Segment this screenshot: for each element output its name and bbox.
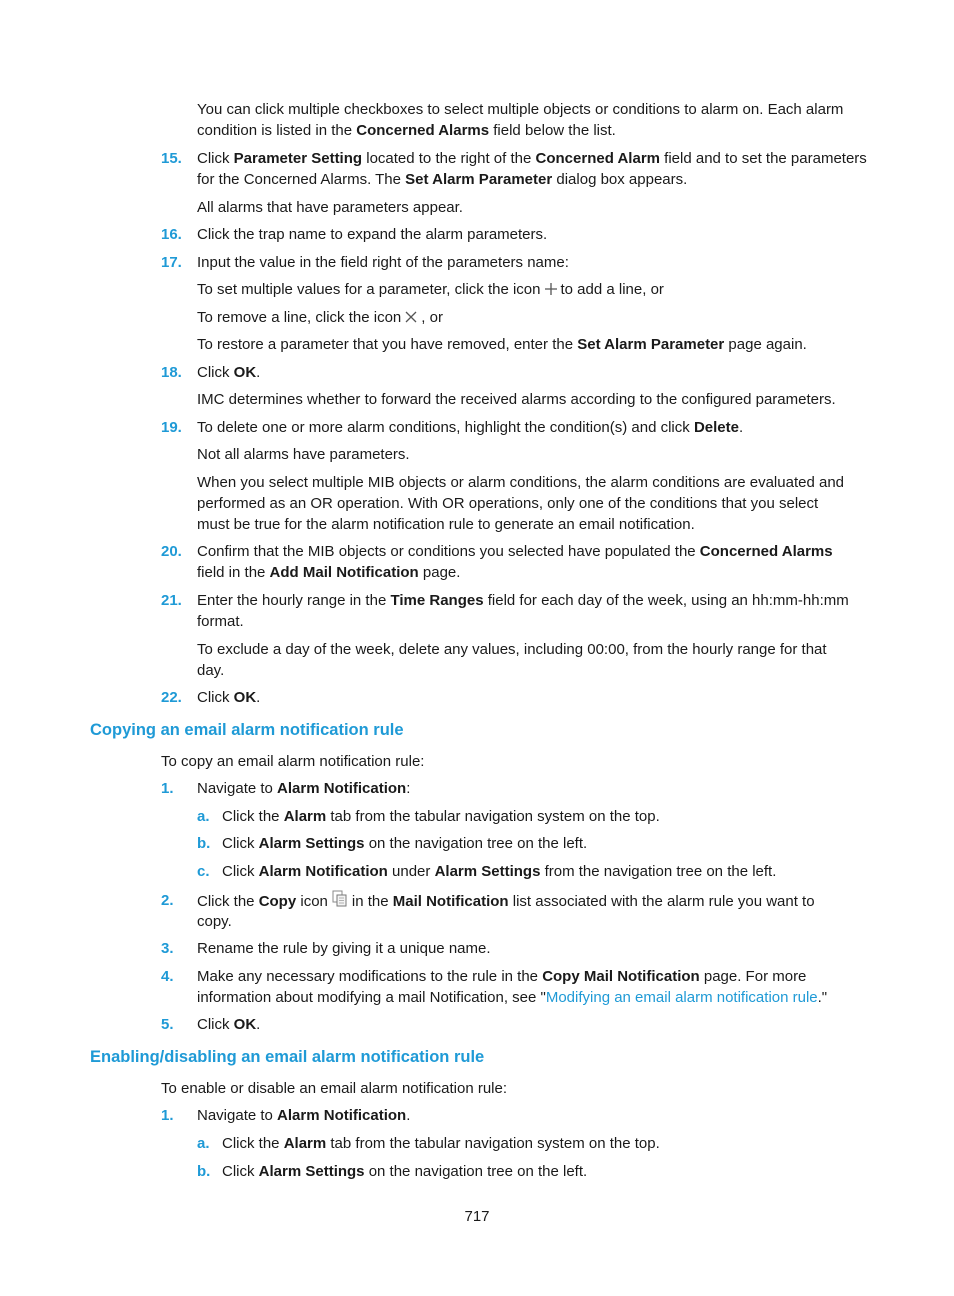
- step-text: :: [406, 780, 411, 797]
- step-number: 1.: [161, 780, 174, 797]
- copy-substep-a: [222, 806, 660, 827]
- step-text: from the navigation tree on the left.: [540, 863, 777, 880]
- step-text: Click: [197, 1016, 234, 1033]
- step-text: field and to set the parameters: [660, 150, 867, 167]
- step-18-text: [197, 362, 260, 383]
- intro-line-1: [197, 99, 843, 120]
- step-text: .: [406, 1107, 411, 1124]
- step-21-line-2: format.: [197, 613, 244, 630]
- copy-substep-c: [222, 861, 776, 882]
- ui-term: Concerned Alarms: [699, 543, 833, 560]
- step-17-remove-line: [197, 307, 443, 330]
- ui-term: Alarm Notification: [277, 780, 407, 797]
- step-number: 16.: [161, 226, 182, 243]
- step-text: information about modifying a mail Notification, see ": [197, 989, 546, 1006]
- ui-term: Alarm: [283, 1135, 327, 1152]
- step-16-text: Click the trap name to expand the alarm parameters.: [197, 226, 548, 243]
- step-number: 21.: [161, 592, 182, 609]
- ui-term: Time Ranges: [390, 592, 484, 609]
- step-number: 3.: [161, 940, 174, 957]
- step-number: 19.: [161, 419, 182, 436]
- enable-substep-a: [222, 1133, 660, 1154]
- intro-text: field below the list.: [489, 122, 616, 139]
- step-text: icon: [296, 893, 328, 910]
- step-19-note-1: Not all alarms have parameters.: [197, 446, 410, 463]
- step-text: Click: [222, 835, 259, 852]
- ui-term: Copy: [258, 893, 297, 910]
- step-text: on the navigation tree on the left.: [364, 835, 588, 852]
- step-text: in the: [351, 893, 393, 910]
- substep-letter: b.: [197, 1163, 211, 1180]
- substep-letter: a.: [197, 808, 210, 825]
- step-text: To delete one or more alarm conditions, highlight the condition(s) and click: [197, 419, 694, 436]
- step-text: , or: [421, 309, 443, 326]
- step-text: .: [738, 419, 744, 436]
- step-number: 2.: [161, 892, 174, 909]
- ui-term: OK: [233, 689, 257, 706]
- copy-step-4-line-2: [197, 987, 827, 1008]
- intro-text: You can click multiple checkboxes to select multiple objects or conditions to alarm on. Each alarm: [197, 101, 844, 118]
- close-icon: [404, 309, 418, 330]
- step-text: page. For more: [699, 968, 807, 985]
- section-heading-enable: Enabling/disabling an email alarm notification rule: [90, 1048, 485, 1066]
- page-number: 717: [464, 1208, 490, 1225]
- enable-intro: To enable or disable an email alarm notification rule:: [161, 1080, 508, 1097]
- step-17-restore-line: [197, 334, 807, 355]
- step-number: 5.: [161, 1016, 174, 1033]
- step-number: 17.: [161, 254, 182, 271]
- step-number: 22.: [161, 689, 182, 706]
- step-text: Click the: [222, 808, 284, 825]
- ui-term: Alarm Settings: [258, 1163, 365, 1180]
- step-text: .: [256, 1016, 261, 1033]
- ui-term: Copy Mail Notification: [542, 968, 700, 985]
- step-text: .": [817, 989, 828, 1006]
- copy-intro: To copy an email alarm notification rule:: [161, 753, 425, 770]
- copy-step-3: Rename the rule by giving it a unique name.: [197, 940, 491, 957]
- ui-term: Parameter Setting: [233, 150, 363, 167]
- step-text: page again.: [724, 336, 807, 353]
- step-21-note: To exclude a day of the week, delete any values, including 00:00, from the hourly range for that: [197, 641, 827, 658]
- step-text: page.: [418, 564, 461, 581]
- intro-line-2: [197, 120, 616, 141]
- step-text: Click: [222, 863, 259, 880]
- step-text: for the Concerned Alarms. The: [197, 171, 406, 188]
- copy-icon: [331, 890, 349, 914]
- enable-step-1: [197, 1105, 410, 1126]
- step-20-line-2: [197, 562, 460, 583]
- ui-term: Concerned Alarm: [535, 150, 660, 167]
- step-21-note: day.: [197, 662, 225, 679]
- ui-term: Delete: [693, 419, 739, 436]
- step-18-note: IMC determines whether to forward the received alarms according to the configured parameters.: [197, 391, 836, 408]
- step-text: Navigate to: [197, 1107, 278, 1124]
- intro-text: condition is listed in the: [197, 122, 357, 139]
- step-text: field for each day of the week, using an hh:mm-hh:mm: [483, 592, 849, 609]
- step-text: Click: [197, 689, 234, 706]
- ui-term: Mail Notification: [392, 893, 509, 910]
- section-heading-copy: Copying an email alarm notification rule: [90, 721, 404, 739]
- step-20-line-1: [197, 541, 833, 562]
- step-15-line-2: [197, 169, 687, 190]
- step-19-note-2: When you select multiple MIB objects or alarm conditions, the alarm conditions are evaluated and: [197, 474, 844, 491]
- step-text: Click the: [197, 893, 259, 910]
- step-text: Click: [197, 150, 234, 167]
- step-text: Click: [222, 1163, 259, 1180]
- step-text: on the navigation tree on the left.: [364, 1163, 588, 1180]
- step-text: Click: [197, 364, 234, 381]
- step-number: 4.: [161, 968, 174, 985]
- ui-term: Alarm Settings: [434, 863, 541, 880]
- step-text: Navigate to: [197, 780, 278, 797]
- step-text: To remove a line, click the icon: [197, 309, 402, 326]
- step-text: list associated with the alarm rule you want to: [508, 893, 815, 910]
- copy-step-5: [197, 1014, 260, 1035]
- step-number: 18.: [161, 364, 182, 381]
- ui-term: Add Mail Notification: [269, 564, 419, 581]
- step-22-text: [197, 687, 260, 708]
- step-text: Enter the hourly range in the: [197, 592, 391, 609]
- step-text: tab from the tabular navigation system on the top.: [326, 1135, 660, 1152]
- ui-term: Alarm Notification: [258, 863, 388, 880]
- step-text: To set multiple values for a parameter, click the icon: [197, 281, 541, 298]
- substep-letter: b.: [197, 835, 211, 852]
- ui-term: Concerned Alarms: [356, 122, 490, 139]
- step-19-note-2: performed as an OR operation. With OR operations, only one of the conditions that you select: [197, 495, 819, 512]
- step-15-line-1: [197, 148, 867, 169]
- substep-letter: c.: [197, 863, 210, 880]
- step-text: To restore a parameter that you have removed, enter the: [197, 336, 578, 353]
- substep-letter: a.: [197, 1135, 210, 1152]
- step-text: .: [256, 689, 261, 706]
- step-text: under: [387, 863, 435, 880]
- step-number: 20.: [161, 543, 182, 560]
- enable-substep-b: [222, 1161, 587, 1182]
- plus-icon: [544, 281, 558, 302]
- step-15-note: All alarms that have parameters appear.: [197, 199, 463, 216]
- ui-term: Alarm: [283, 808, 327, 825]
- copy-substep-b: [222, 833, 587, 854]
- copy-step-4-line-1: [197, 966, 806, 987]
- step-19-note-2: must be true for the alarm notification rule to generate an email notification.: [197, 516, 695, 533]
- ui-term: Alarm Notification: [277, 1107, 407, 1124]
- ui-term: Alarm Settings: [258, 835, 365, 852]
- step-text: to add a line, or: [560, 281, 664, 298]
- step-text: field in the: [197, 564, 270, 581]
- cross-reference-link[interactable]: Modifying an email alarm notification rule: [545, 989, 818, 1006]
- copy-step-1: [197, 778, 410, 799]
- step-text: Click the: [222, 1135, 284, 1152]
- step-text: tab from the tabular navigation system on the top.: [326, 808, 660, 825]
- step-21-line-1: [197, 590, 849, 611]
- ui-term: OK: [233, 1016, 257, 1033]
- step-number: 1.: [161, 1107, 174, 1124]
- step-text: Make any necessary modifications to the rule in the: [197, 968, 543, 985]
- ui-term: Set Alarm Parameter: [405, 171, 553, 188]
- ui-term: Set Alarm Parameter: [577, 336, 725, 353]
- copy-step-2-line-2: copy.: [197, 913, 232, 930]
- step-19-text: [197, 417, 743, 438]
- step-text: dialog box appears.: [552, 171, 688, 188]
- step-text: located to the right of the: [362, 150, 536, 167]
- step-text: Confirm that the MIB objects or conditions you selected have populated the: [197, 543, 700, 560]
- copy-step-2-line-1: [197, 890, 815, 914]
- step-17-text: Input the value in the field right of the parameters name:: [197, 254, 569, 271]
- step-17-add-line: [197, 279, 664, 302]
- step-text: .: [256, 364, 261, 381]
- step-number: 15.: [161, 150, 182, 167]
- ui-term: OK: [233, 364, 257, 381]
